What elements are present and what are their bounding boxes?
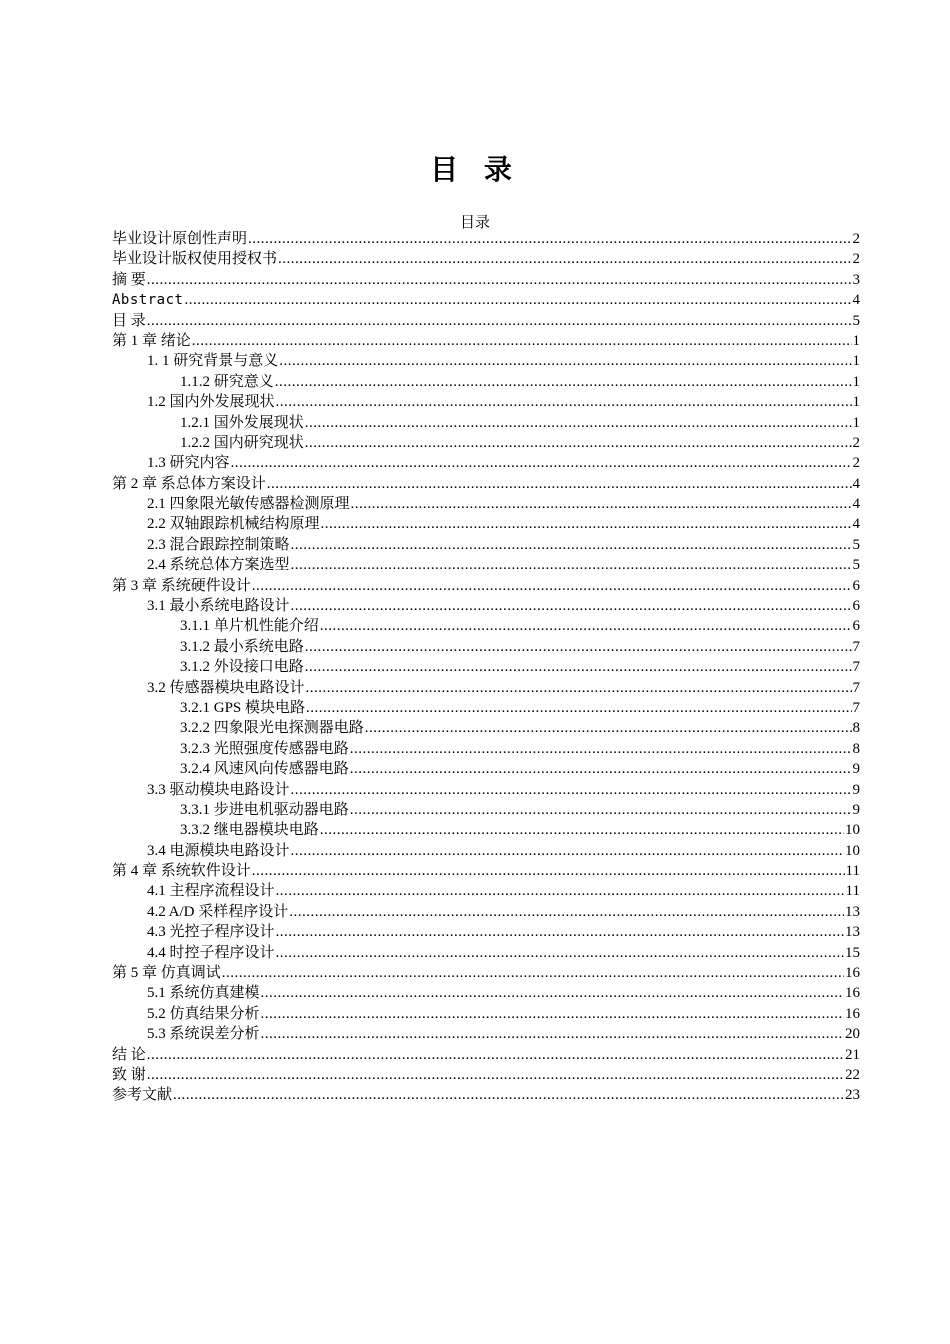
- toc-entry-label: 3.2.4 风速风向传感器电路: [180, 761, 349, 778]
- toc-entry[interactable]: [112, 902, 860, 922]
- toc-dot-leader: [305, 637, 852, 657]
- toc-entry[interactable]: [112, 759, 860, 779]
- toc-entry-page-number: 5: [852, 312, 860, 329]
- toc-entry-label: 1. 1 研究背景与意义: [147, 353, 279, 370]
- toc-dot-leader: [291, 535, 852, 555]
- toc-dot-leader: [147, 270, 852, 290]
- toc-entry-page-number: 10: [845, 842, 860, 859]
- toc-entry[interactable]: [112, 433, 860, 453]
- toc-entry-page-number: 8: [852, 740, 860, 757]
- toc-entry[interactable]: [112, 372, 860, 392]
- toc-entry-page-number: 4: [852, 496, 860, 513]
- toc-dot-leader: [350, 800, 852, 820]
- toc-entry[interactable]: [112, 780, 860, 800]
- toc-dot-leader: [278, 249, 851, 269]
- toc-dot-leader: [350, 739, 852, 759]
- toc-entry-label: 第 2 章 系总体方案设计: [112, 475, 266, 492]
- toc-entry-label: 3.3 驱动模块电路设计: [147, 781, 290, 798]
- toc-entry[interactable]: [112, 983, 860, 1003]
- toc-entry-label: 第 1 章 绪论: [112, 332, 191, 349]
- toc-entry-label: 4.3 光控子程序设计: [147, 924, 275, 941]
- toc-entry[interactable]: [112, 535, 860, 555]
- toc-entry-label: 3.2.1 GPS 模块电路: [180, 699, 306, 716]
- toc-entry-label: 2.1 四象限光敏传感器检测原理: [147, 496, 350, 513]
- toc-entry[interactable]: [112, 841, 860, 861]
- toc-entry-page-number: 2: [852, 455, 860, 472]
- toc-entry-label: 目 录: [112, 312, 146, 329]
- toc-entry-label: 3.2.2 四象限光电探测器电路: [180, 720, 364, 737]
- toc-entry-page-number: 5: [852, 536, 860, 553]
- toc-dot-leader: [320, 820, 844, 840]
- toc-entry[interactable]: [112, 392, 860, 412]
- toc-entry[interactable]: [112, 963, 860, 983]
- toc-dot-leader: [291, 596, 852, 616]
- toc-entry-label: 3.1.2 外设接口电路: [180, 659, 304, 676]
- toc-entry-page-number: 7: [852, 699, 860, 716]
- toc-entry[interactable]: [112, 311, 860, 331]
- toc-dot-leader: [306, 698, 851, 718]
- toc-dot-leader: [350, 759, 852, 779]
- toc-subtitle: 目录: [459, 213, 490, 231]
- toc-entry-label: 第 4 章 系统软件设计: [112, 863, 251, 880]
- toc-entry-label: 1.2.1 国外发展现状: [180, 414, 304, 431]
- toc-entry-label: 毕业设计版权使用授权书: [112, 251, 278, 268]
- toc-dot-leader: [248, 229, 851, 249]
- toc-dot-leader: [305, 413, 852, 433]
- toc-entry-label: 1.2.2 国内研究现状: [180, 434, 304, 451]
- toc-entry-page-number: 8: [852, 720, 860, 737]
- toc-entry[interactable]: [112, 576, 860, 596]
- toc-dot-leader: [267, 474, 852, 494]
- toc-entry[interactable]: [112, 514, 860, 534]
- toc-entry-label: 3.4 电源模块电路设计: [147, 842, 290, 859]
- toc-entry[interactable]: [112, 1024, 860, 1044]
- toc-entry[interactable]: [112, 657, 860, 677]
- toc-entry[interactable]: [112, 494, 860, 514]
- toc-dot-leader: [231, 453, 852, 473]
- toc-dot-leader: [276, 881, 845, 901]
- page-title: 目 录: [430, 153, 520, 186]
- toc-entry-label: 4.2 A/D 采样程序设计: [147, 903, 289, 920]
- toc-entry-page-number: 13: [845, 903, 860, 920]
- toc-entry[interactable]: [112, 861, 860, 881]
- toc-entry[interactable]: [112, 616, 860, 636]
- toc-entry-label: 3.1.2 最小系统电路: [180, 638, 304, 655]
- toc-entry[interactable]: [112, 637, 860, 657]
- toc-entry[interactable]: [112, 331, 860, 351]
- toc-entry-label: 5.1 系统仿真建模: [147, 985, 260, 1002]
- toc-dot-leader: [261, 1004, 844, 1024]
- toc-entry[interactable]: [112, 413, 860, 433]
- toc-entry-label: 3.1.1 单片机性能介绍: [180, 618, 319, 635]
- toc-entry-label: 第 3 章 系统硬件设计: [112, 577, 251, 594]
- toc-dot-leader: [320, 616, 852, 636]
- toc-dot-leader: [305, 657, 852, 677]
- toc-entry[interactable]: [112, 351, 860, 371]
- toc-entry-label: 结 论: [112, 1046, 146, 1063]
- toc-entry-page-number: 11: [845, 883, 860, 900]
- toc-entry-page-number: 15: [845, 944, 860, 961]
- toc-dot-leader: [289, 902, 844, 922]
- toc-dot-leader: [261, 983, 844, 1003]
- toc-dot-leader: [291, 841, 844, 861]
- toc-entry-label: 1.1.2 研究意义: [180, 373, 274, 390]
- toc-entry[interactable]: [112, 1045, 860, 1065]
- toc-entry-page-number: 2: [852, 230, 860, 247]
- toc-entry-label: 3.2 传感器模块电路设计: [147, 679, 305, 696]
- toc-entry[interactable]: [112, 922, 860, 942]
- toc-entry-label: 致 谢: [112, 1067, 146, 1083]
- toc-entry-page-number: 3: [852, 271, 860, 288]
- toc-entry-page-number: 1: [852, 373, 860, 390]
- toc-entry-page-number: 6: [852, 598, 860, 615]
- toc-entry-label: 1.2 国内外发展现状: [147, 394, 275, 411]
- toc-entry-page-number: 4: [852, 516, 860, 533]
- toc-entry-label: 3.3.2 继电器模块电路: [180, 822, 319, 839]
- toc-entry[interactable]: [112, 249, 860, 269]
- toc-dot-leader: [261, 1024, 844, 1044]
- toc-entry-page-number: 2: [852, 434, 860, 451]
- toc-entry-label: 2.2 双轴跟踪机械结构原理: [147, 516, 320, 533]
- table-of-contents: [112, 229, 860, 1106]
- toc-entry-label: 3.2.3 光照强度传感器电路: [180, 740, 349, 757]
- toc-entry[interactable]: [112, 678, 860, 698]
- toc-dot-leader: [276, 943, 844, 963]
- toc-entry-page-number: 6: [852, 618, 860, 635]
- toc-dot-leader: [147, 1045, 844, 1065]
- toc-dot-leader: [365, 718, 852, 738]
- toc-entry-label: 毕业设计原创性声明: [112, 230, 248, 247]
- toc-entry-page-number: 7: [852, 679, 860, 696]
- toc-entry[interactable]: [112, 453, 860, 473]
- toc-entry[interactable]: [112, 820, 860, 840]
- toc-entry[interactable]: [112, 270, 860, 290]
- toc-entry-label: 参考文献: [112, 1087, 173, 1104]
- toc-entry-label: 摘 要: [112, 271, 146, 288]
- toc-entry-label: 3.1 最小系统电路设计: [147, 598, 290, 615]
- toc-dot-leader: [351, 494, 852, 514]
- toc-entry[interactable]: [112, 800, 860, 820]
- toc-entry-label: 4.1 主程序流程设计: [147, 883, 275, 900]
- toc-entry[interactable]: [112, 739, 860, 759]
- toc-dot-leader: [275, 372, 852, 392]
- toc-entry[interactable]: [112, 474, 860, 494]
- toc-entry-page-number: 23: [845, 1087, 860, 1104]
- toc-entry-page-number: 1: [852, 394, 860, 411]
- toc-entry-label: 第 5 章 仿真调试: [112, 965, 221, 982]
- toc-entry-label: 4.4 时控子程序设计: [147, 944, 275, 961]
- toc-entry-page-number: 10: [845, 822, 860, 839]
- toc-entry-page-number: 9: [852, 781, 860, 798]
- toc-dot-leader: [222, 963, 844, 983]
- toc-entry-page-number: 1: [852, 353, 860, 370]
- toc-entry-page-number: 21: [845, 1046, 860, 1063]
- toc-entry-page-number: 20: [845, 1026, 860, 1043]
- toc-entry[interactable]: [112, 1004, 860, 1024]
- toc-entry[interactable]: [112, 943, 860, 963]
- toc-entry-label: 2.4 系统总体方案选型: [147, 557, 290, 574]
- toc-entry-page-number: 2: [852, 251, 860, 268]
- toc-entry-page-number: 16: [845, 965, 860, 982]
- toc-entry-page-number: 7: [852, 638, 860, 655]
- toc-entry-page-number: 1: [852, 414, 860, 431]
- toc-entry-page-number: 11: [845, 863, 860, 880]
- toc-entry-page-number: 22: [845, 1067, 860, 1083]
- toc-entry-page-number: 9: [852, 801, 860, 818]
- toc-entry-page-number: 1: [852, 332, 860, 349]
- toc-dot-leader: [147, 1065, 844, 1085]
- toc-dot-leader: [276, 392, 852, 412]
- toc-entry[interactable]: [112, 718, 860, 738]
- toc-dot-leader: [173, 1085, 844, 1105]
- toc-entry-label: 5.2 仿真结果分析: [147, 1005, 260, 1022]
- toc-entry-page-number: 16: [845, 1005, 860, 1022]
- toc-entry-label: 5.3 系统误差分析: [147, 1026, 260, 1043]
- toc-entry[interactable]: [112, 698, 860, 718]
- toc-entry-page-number: 4: [852, 292, 860, 309]
- toc-entry[interactable]: [112, 1085, 860, 1105]
- toc-entry-page-number: 5: [852, 557, 860, 574]
- toc-dot-leader: [192, 331, 852, 351]
- toc-dot-leader: [291, 555, 852, 575]
- toc-entry-page-number: 9: [852, 761, 860, 778]
- toc-entry-page-number: 4: [852, 475, 860, 492]
- toc-dot-leader: [252, 861, 845, 881]
- toc-entry[interactable]: [112, 882, 860, 902]
- toc-entry-page-number: 6: [852, 577, 860, 594]
- toc-dot-leader: [276, 922, 844, 942]
- toc-dot-leader: [321, 514, 852, 534]
- toc-dot-leader: [306, 678, 852, 698]
- toc-entry-label: 1.3 研究内容: [147, 455, 230, 472]
- toc-entry-label: 3.3.1 步进电机驱动器电路: [180, 801, 349, 818]
- toc-entry[interactable]: [112, 1065, 860, 1085]
- toc-entry[interactable]: [112, 229, 860, 249]
- toc-dot-leader: [279, 351, 851, 371]
- toc-entry[interactable]: [112, 555, 860, 575]
- toc-entry[interactable]: [112, 290, 860, 310]
- toc-entry[interactable]: [112, 596, 860, 616]
- toc-dot-leader: [184, 290, 851, 310]
- toc-dot-leader: [305, 433, 852, 453]
- toc-entry-label: Abstract: [112, 292, 184, 309]
- toc-dot-leader: [147, 311, 852, 331]
- toc-entry-page-number: 16: [845, 985, 860, 1002]
- toc-entry-label: 2.3 混合跟踪控制策略: [147, 536, 290, 553]
- toc-entry-page-number: 13: [845, 924, 860, 941]
- toc-dot-leader: [252, 576, 852, 596]
- toc-entry-page-number: 7: [852, 659, 860, 676]
- toc-dot-leader: [291, 780, 852, 800]
